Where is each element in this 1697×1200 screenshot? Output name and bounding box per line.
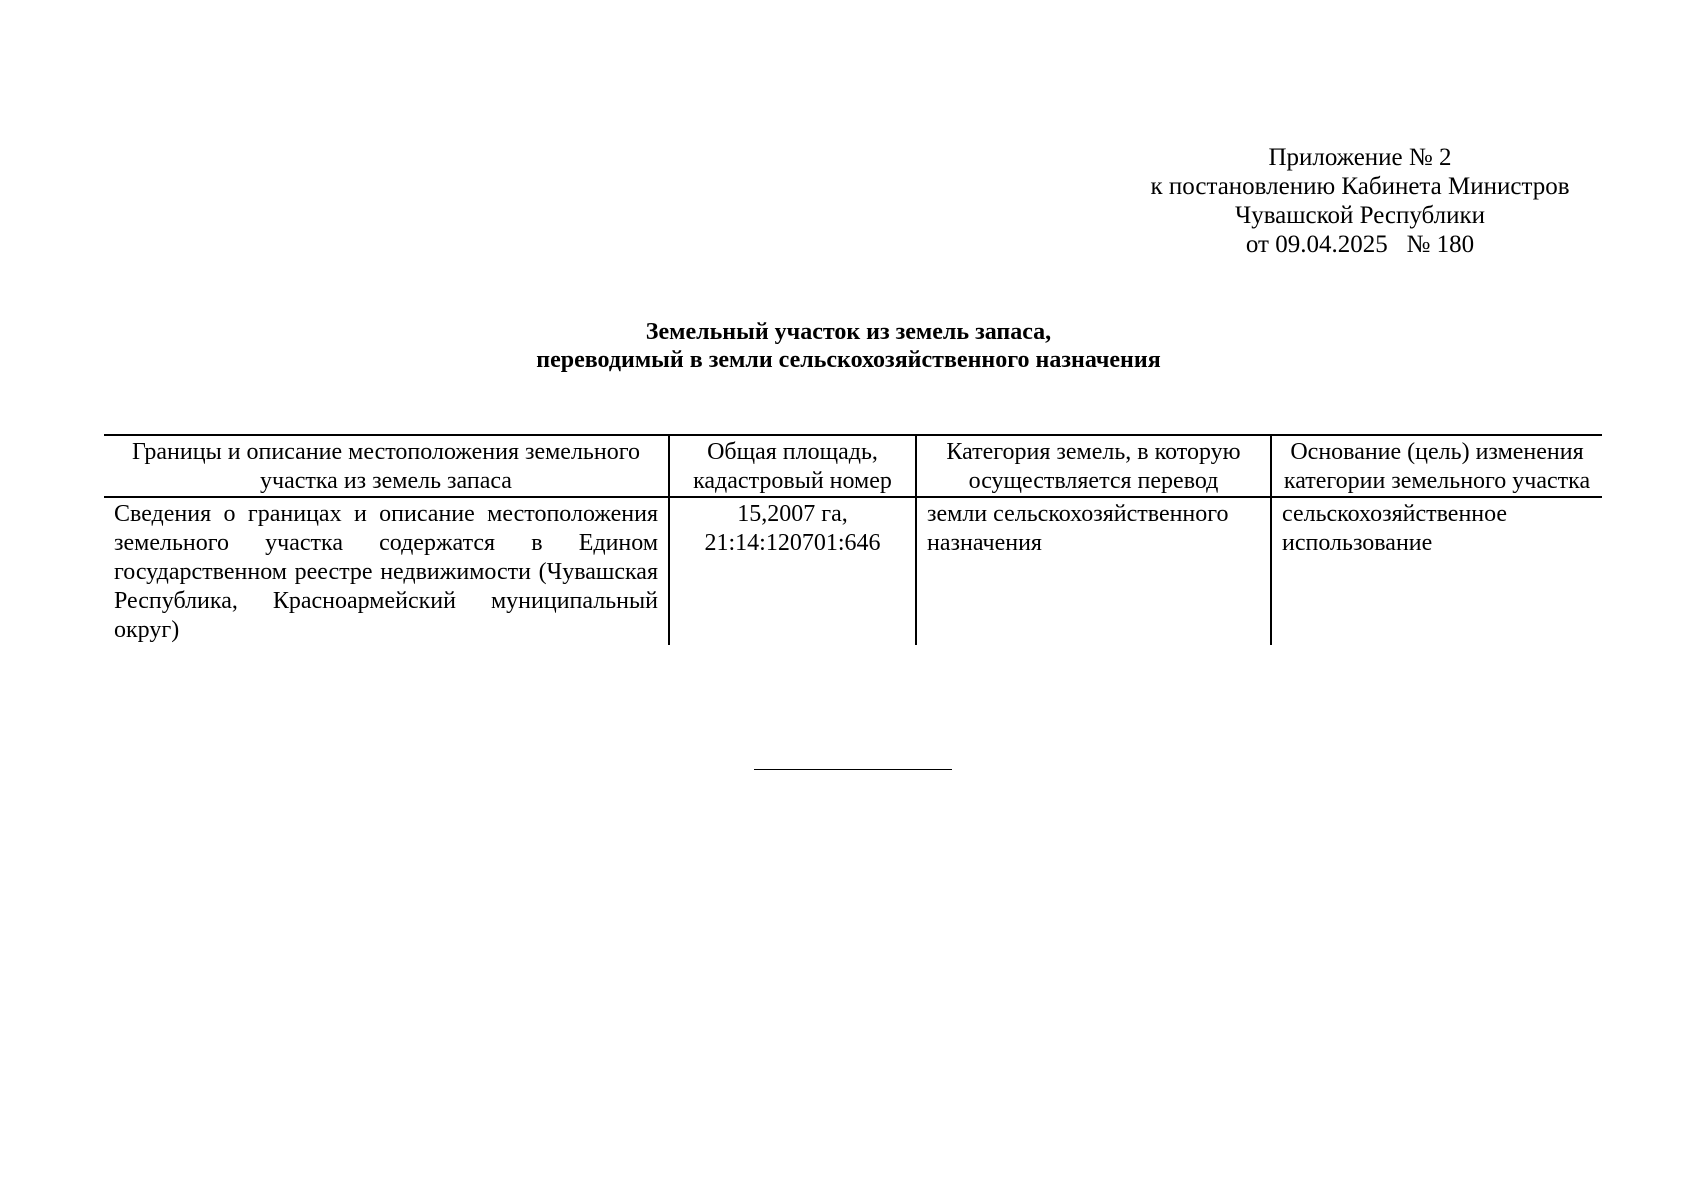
header-area: Общая площадь, кадастровый номер [669,435,916,497]
header-boundaries: Границы и описание местоположения земельного участка из земель запаса [104,435,669,497]
header-basis: Основание (цель) изменения категории земельного участка [1271,435,1602,497]
appendix-republic: Чувашской Республики [1234,202,1486,229]
cell-area: 15,2007 га, [737,501,848,527]
title-line-2: переводимый в земли сельскохозяйственного назначения [536,347,1161,373]
title-line-1: Земельный участок из земель запаса, [645,319,1052,345]
land-plot-table [104,434,1602,645]
cell-boundaries: Сведения о границах и описание местоположения земельного участка содержатся в Едином государственном реестре недвижимости (Чувашская Республика, Красноармейский муниципальный округ) [114,501,658,643]
document-title [0,318,1697,374]
cell-cadastral-number: 21:14:120701:646 [704,530,881,556]
cell-basis: сельскохозяйственное использование [1271,497,1602,645]
appendix-date-number: от 09.04.2025 № 180 [1245,231,1475,258]
cell-category: земли сельскохозяйственного назначения [916,497,1271,645]
appendix-header [1080,143,1640,259]
table-header-row [104,435,1602,497]
appendix-number: Приложение № 2 [1268,144,1452,171]
appendix-resolution: к постановлению Кабинета Министров [1150,173,1570,200]
table-row [104,497,1602,645]
header-category: Категория земель, в которую осуществляется перевод [916,435,1271,497]
end-divider [754,769,952,770]
cell-area-cadastral [669,497,916,645]
